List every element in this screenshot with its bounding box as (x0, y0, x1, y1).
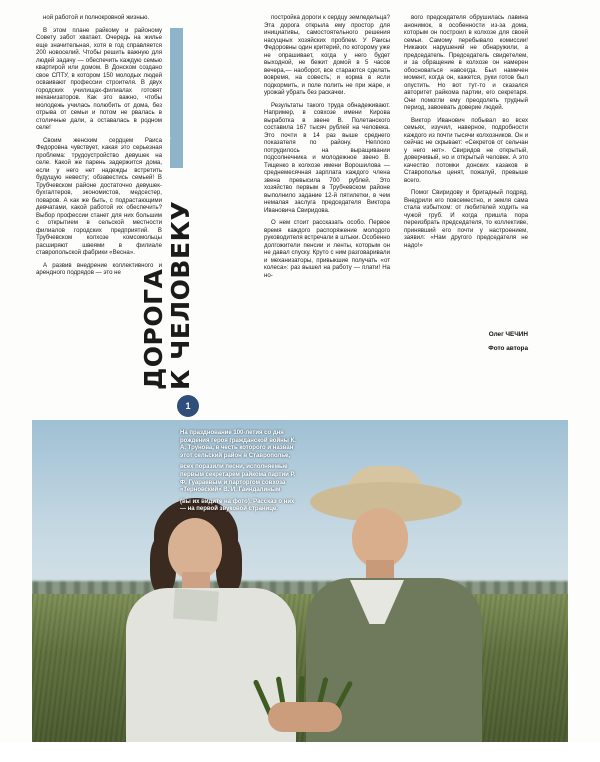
page-title (140, 201, 194, 390)
headline-block (139, 10, 256, 390)
text-column-3 (404, 14, 528, 254)
caption-paragraph: всех поразили песни, исполняемые первым секретарем райкома партии Р. Ф. Гуараевым и парторгом совхоза «Терновский» В. И. Гаиндалиным (180, 464, 296, 494)
paragraph: вого председателя обрушилась лавина анонимок, в особенности из-за дома, которым он построил в колхозе для своей семьи. Самому перебывало комиссии! Никаких нарушений не обнаружили, а председатель. Председатель свидетелем, и за обращение в колхозе он намерен обосноваться навсегда. Был намечен момент, когда он, кажется, руки готов был опустить. Но вот тут-то и сказался авторитет райкома партии, его секретаря. Они помогли ему преодолеть трудный период, завоевать доверие людей. (404, 14, 528, 111)
face (168, 518, 222, 580)
headline-line-1: ДОРОГА (139, 268, 168, 390)
headline-line-2: К ЧЕЛОВЕКУ (166, 200, 195, 390)
author-name: Олег ЧЕЧИН (488, 331, 528, 338)
paragraph: Результаты такого труда обнадеживают. Например, в совхозе имени Кирова выработка в звене В. Полетанского составила 167 тысяч рублей на человека. Это почти в 14 раз выше среднего показателя по району. Неплохо потрудилось на выращивании подсолнечника и молодежное звено В. Тищенко в колхозе имени Ворошилова — среднемесячная зарплата каждого члена звена превысила 700 рублей. Это хозяйство первым в Трубчевском районе выполнило задание 12-й пятилетки, в чем немалая заслуга председателя Виктора Ивановича Свиридова. (264, 101, 390, 214)
caption-paragraph: (вы их видите на фото). Расскаэ о них — на первой звуковой странице. (180, 498, 295, 513)
paragraph: Помог Свиридову и бригадный подряд. Внедрили его повсеместно, и земля сама стала избытком: от любителей ходить на чужой груб. И когда пришла пора переизбрать председателя, то коллективе, принявший его почти у настроением, заявил: «Нам другого председателя не надо!» (404, 189, 528, 249)
byline (404, 330, 528, 354)
paragraph: В этом плане райкому и районому Совету забот хватает. Очередь на жилье еще значительная, хотя в год справляется 200 новоселий. Чтобы решить важную для людей задачу — обеспечить каждую семью квартирой или домом. В Донском создано свое СПТУ, в котором 150 молодых людей осваивают профессии строителя. В двух городских училищах-филиалах готовят механизаторов. Как это важно, чтобы молодежь училась полюбить от дома, без отрыва от семьи и потом не рвалась в столичные дали, а оставалась в родном селе! (36, 26, 162, 131)
face (352, 508, 408, 568)
photo-credit: Фото автора (488, 345, 528, 352)
paragraph: О нем стоит рассказать особо. Первое время каждого распоряжение молодого руководителя встречали в штыки. Особенно долгожители пенсии и ленты, которым он не давал спуску. Круто с ним разговаривали и механизаторы, привыкшие получать «от колеса»: раз вышел на работу — плати! На но- (264, 219, 390, 279)
paragraph: ной работой и полнокровной жизнью. (43, 14, 150, 21)
kicker-bar (164, 28, 183, 185)
collar (173, 589, 219, 622)
paragraph: Своим женским сердцем Раиса Федоровна чувствует, какая это серьезная проблема: трудоустройство девушек на селе. Какой же парень задержится дома, если у него нет надежды встретить будущую невесту; обзавестись семьей! В Трубчевском районе достаточно девушек-бухгалтеров, экономистов, медсестер, поваров. А как же быть, с подрастающими девчатами, какой работой их обеспечить? Выбор профессии станет для них большим с открытием в сельской местности филиалов городских предприятий. В Трубчевском колхозе комсомольцы расширяют швеями в филиале ставропольской фабрики «Весна». (36, 136, 162, 256)
article-kicker: ПРИЗЫВЫ, ПЕРЕСТРОЙКИ (164, 66, 172, 185)
page-number-badge: 1 (177, 395, 199, 417)
paragraph: А развив внедрение коллективного и арендного подрядов — это не (36, 261, 162, 276)
hands (268, 702, 342, 732)
text-column-2 (264, 14, 390, 284)
page-footer-margin (0, 742, 600, 762)
caption-paragraph: На празднование 100-летия со дня рождения героя гражданской войны К. А. Трунова, в честь которого и назван этот сельский район в Ставрополье, (180, 430, 296, 459)
article-photograph (32, 420, 568, 742)
photo-caption (180, 430, 298, 518)
paragraph: постройка дороги к сердцу земледельца? Эта дорога открыла ему простор для инициативы, самостоятельного решения насущных хозяйских проблем. У Раисы Федоровны один критерий, по которому уже не опрашивает, когда у него будет выходной, не бежит домой в 5 часов вечера,— наоборот, все стараются сделать вовремя, на совесть; и корма в ясли подкормить, и поле полить не при жаре, и урожай убрать без раскачки. (264, 14, 390, 96)
paragraph: Виктор Иванович побывал во всех семьях, изучил, наверное, подробности каждого из почти тысячи колхозников. Он и сейчас не скрывает: «Секретов от сельчан у него нет». Свиридов не открытый, доверчивый, но и открытый человек. А это качество потомки донских казаков в Ставрополье ценят, пожалуй, превыше всего. (404, 116, 528, 184)
